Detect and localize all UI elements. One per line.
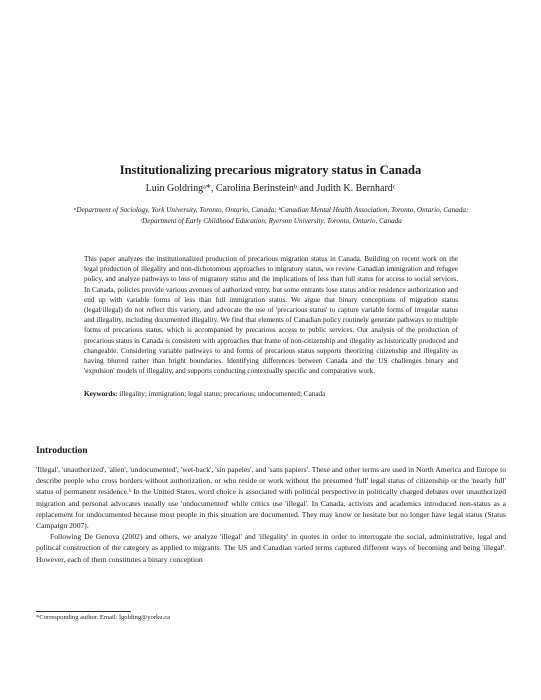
intro-paragraph-1: 'Illegal', 'unauthorized', 'alien', 'undocumented', 'wet-back', 'sin papeles', and 'sans papiers'. These and other terms are used in North America and Europe to describe people who cross borders without authorization, or who reside or work without the presumed 'full' legal status of citizenship or the 'nearly full' status of permanent residence.¹ In the United States, word choice is associated with political perspective in politically charged debates over unauthorized migration and personal advocates usually use 'undocumented' while critics use 'illegal'. In Canada, activists and academics introduced non-status as a replacement for undocumented because most people in this situation are documented. They may know or hesitate but no longer have legal status (Status Campaign 2007). [36, 465, 506, 531]
abstract-paragraph: This paper analyzes the institutionalized production of precarious migration status in Canada. Building on recent work on the legal production of illegality and non-dichotomous approaches to migratory status, we review Canadian immigration and refugee policy, and analyze pathways to loss of migratory status and the implications of less than full status for access to social services. In Canada, policies provide various avenues of authorized entry, but some entrants lose status and/or residence authorization and end up with variable forms of less than full immigration status. We argue that binary conceptions of migration status (legal/illegal) do not reflect this variety, and advocate the use of 'precarious status' to capture variable forms of irregular status and illegality, including documented illegality. We find that elements of Canadian policy routinely generate pathways to multiple forms of precarious status, which is accompanied by precarious access to public services. Our analysis of the production of precarious status in Canada is consistent with approaches that frame of non-citizenship and illegality as historically produced and changeable. Considering variable pathways to and forms of precarious status supports theorizing citizenship and illegality as having blurred rather than bright boundaries. Identifying differences between Canada and the US challenges binary and 'expulsion' models of illegality, and supports conducting contextually specific and comparative work. [84, 255, 458, 376]
introduction-body [36, 464, 506, 565]
corresponding-author-footnote: *Corresponding author. Email: lgolding@yorku.ca [36, 614, 171, 621]
author-affiliations: ᵃDepartment of Sociology, York University, Toronto, Ontario, Canada; ᵇCanadian Mental Health Association, Toronto, Ontario, Canada; ᶜDepartment of Early Childhood Education, Ryerson University, Toronto, Ontario, Canada [73, 206, 469, 225]
footnote-divider [36, 611, 131, 612]
keywords-line [84, 390, 458, 398]
section-heading-introduction: Introduction [36, 446, 88, 456]
intro-paragraph-2: Following De Genova (2002) and others, we analyze 'illegal' and 'illegality' in quotes in order to interrogate the social, administrative, legal and political construction of the category as applied to migrants. The US and Canadian varied terms captured different ways of becoming and being 'illegal'. However, each of them constitutes a binary conception [36, 532, 506, 564]
keywords-label: Keywords: [84, 390, 118, 398]
keywords-text: illegality; immigration; legal status; precarious; undocumented; Canada [117, 390, 326, 398]
author-list: Luin Goldringᵃ*, Carolina Berinsteinᵇ and Judith K. Bernhardᶜ [145, 183, 396, 194]
paper-title: Institutionalizing precarious migratory status in Canada [119, 163, 422, 177]
